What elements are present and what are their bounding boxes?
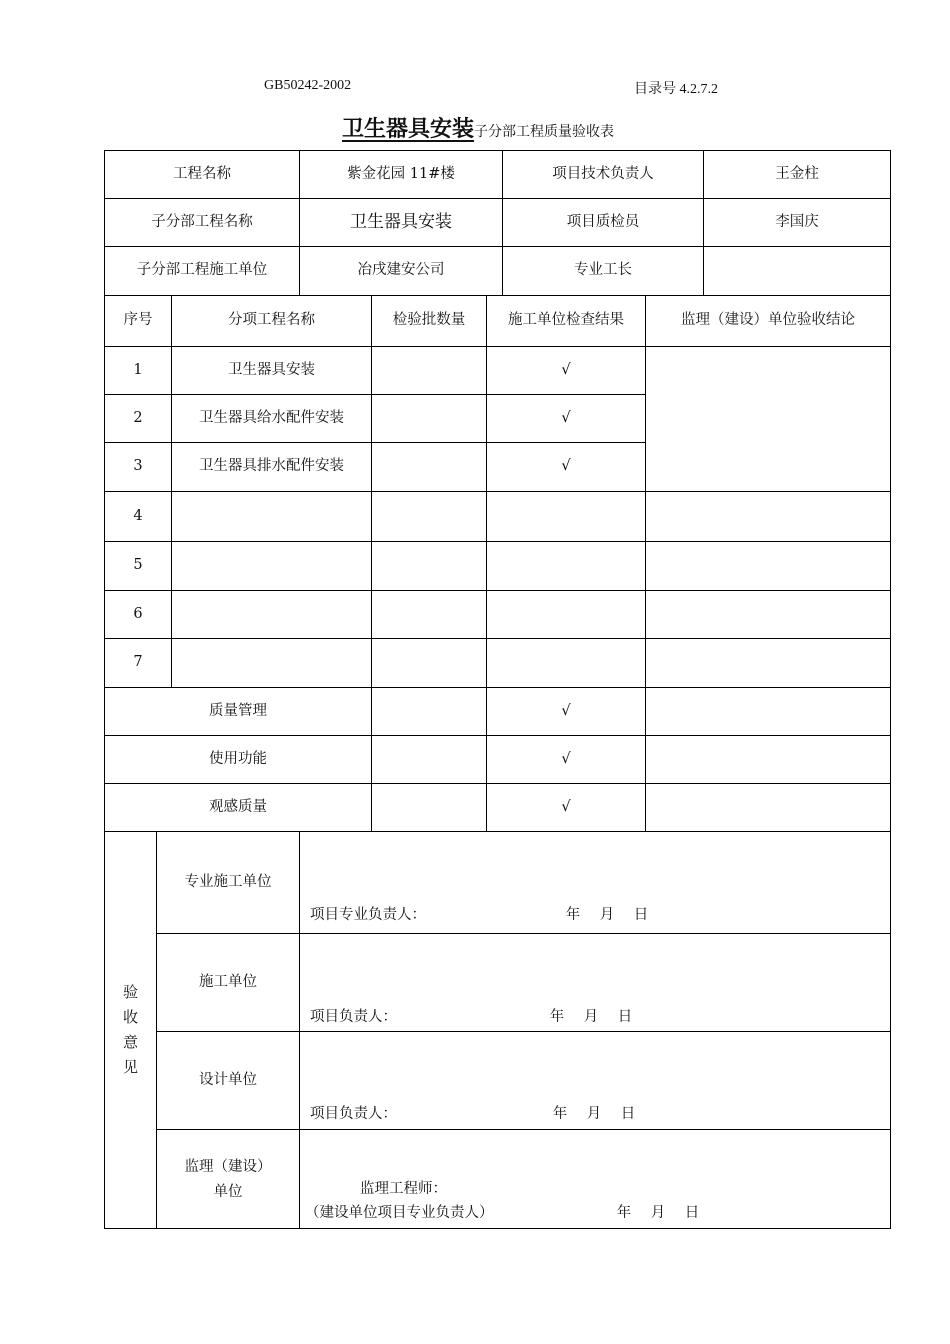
value-qc: 李国庆 (775, 213, 819, 230)
row-item (172, 492, 371, 541)
acceptance-side-label: 验 收 意 见 (122, 983, 138, 1076)
summary-check: √ (561, 750, 571, 767)
row-check: √ (561, 409, 571, 426)
standard-code: GB50242-2002 (264, 78, 352, 93)
signer-label: 项目负责人： (310, 1009, 397, 1025)
row-item (172, 542, 371, 590)
date-line: 年 月 日 (565, 907, 649, 923)
value-foreman (704, 247, 890, 295)
table-rule (156, 1129, 891, 1130)
col-header-item: 分项工程名称 (228, 312, 315, 329)
value-project-name: 紫金花园 11#楼 (347, 165, 455, 182)
signer-label: 项目负责人： (310, 1106, 397, 1122)
label-qc: 项目质检员 (566, 213, 640, 230)
row-no: 1 (133, 361, 143, 378)
date-line: 年 月 日 (552, 1106, 636, 1122)
row-no: 5 (133, 557, 143, 574)
table-rule (104, 1228, 891, 1229)
unit-contractor: 施工单位 (199, 973, 257, 990)
summary-check: √ (561, 798, 571, 815)
col-header-conclusion: 监理（建设）单位验收结论 (681, 312, 855, 329)
row-check (487, 492, 645, 541)
value-tech-lead: 王金柱 (775, 165, 819, 182)
label-foreman: 专业工长 (574, 262, 632, 279)
row-item: 卫生器具给水配件安装 (199, 409, 344, 426)
date-line: 年 月 日 (549, 1009, 633, 1025)
col-header-check: 施工单位检查结果 (508, 312, 624, 329)
row-item: 卫生器具安装 (228, 361, 315, 378)
signer-label: 项目专业负责人： (310, 907, 426, 923)
row-check (487, 542, 645, 590)
col-header-batches: 检验批数量 (392, 312, 466, 329)
table-rule (890, 150, 891, 1229)
summary-label-function: 使用功能 (209, 750, 267, 767)
label-subdivision: 子分部工程名称 (151, 213, 253, 230)
signer-sublabel: （建设单位项目专业负责人） (305, 1205, 494, 1221)
form-title (328, 112, 614, 143)
catalog-number: 目录号 4.2.7.2 (634, 82, 718, 97)
row-item: 卫生器具排水配件安装 (199, 458, 344, 475)
unit-designer: 设计单位 (199, 1071, 257, 1088)
row-check (487, 639, 645, 687)
label-project-name: 工程名称 (173, 165, 231, 182)
summary-label-quality-management: 质量管理 (209, 702, 267, 719)
row-check: √ (561, 361, 571, 378)
date-line: 年 月 日 (616, 1205, 700, 1221)
col-header-no: 序号 (123, 312, 153, 329)
row-item (172, 639, 371, 687)
unit-specialty-contractor: 专业施工单位 (184, 873, 272, 890)
label-contractor: 子分部工程施工单位 (136, 262, 268, 279)
summary-check: √ (561, 702, 571, 719)
signer-label: 监理工程师： (360, 1181, 447, 1197)
row-check: √ (561, 458, 571, 475)
row-no: 7 (133, 654, 143, 671)
title-sub: 子分部工程质量验收表 (474, 124, 615, 140)
row-no: 2 (133, 409, 143, 426)
title-main: 卫生器具安装 (342, 116, 475, 142)
table-rule (299, 831, 300, 1229)
row-item (172, 591, 371, 638)
label-tech-lead: 项目技术负责人 (552, 165, 654, 182)
unit-supervisor: 监理（建设） 单位 (184, 1159, 272, 1200)
value-subdivision: 卫生器具安装 (350, 212, 452, 233)
row-no: 3 (133, 458, 143, 475)
row-no: 6 (133, 605, 143, 622)
value-contractor: 冶戌建安公司 (357, 262, 445, 279)
table-rule (645, 295, 646, 832)
row-check (487, 591, 645, 638)
summary-label-appearance: 观感质量 (209, 798, 267, 815)
table-rule (371, 295, 372, 832)
row-no: 4 (133, 507, 143, 524)
